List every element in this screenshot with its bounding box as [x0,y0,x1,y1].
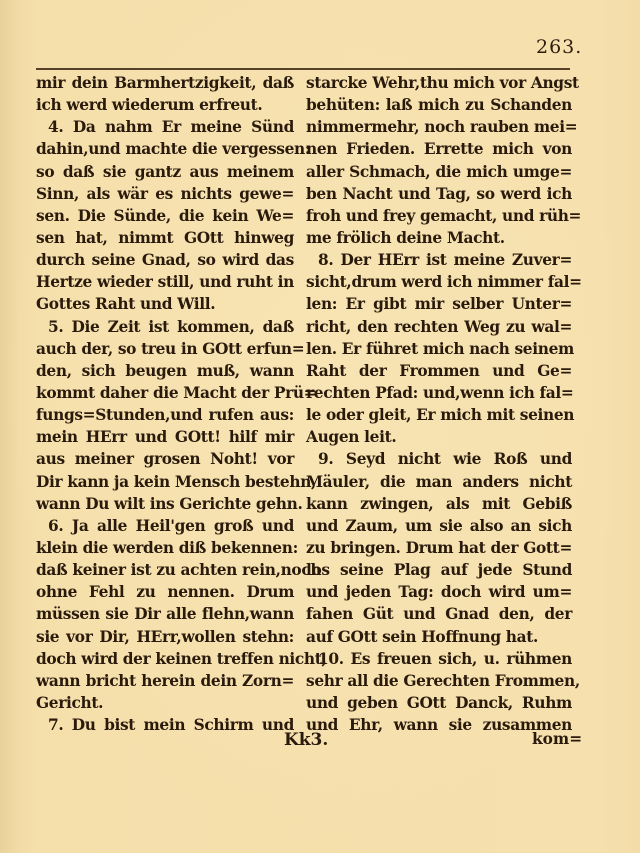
text-line: nen Frieden. Errette mich von [306,140,572,159]
text-line: und Ehr, wann sie zusammen [306,716,572,735]
text-line: auch der, so treu in GOtt erfun= [36,339,305,358]
text-line: aus meiner grosen Noht! vor [36,450,294,469]
text-line: behüten: laß mich zu Schanden [306,96,572,115]
text-line: ben Nacht und Tag, so werd ich [306,184,572,203]
text-line: sehr all die Gerechten Frommen, [306,671,580,690]
verse-start-6: 6. Ja alle Heil'gen groß und [48,516,294,535]
text-line: aller Schmach, die mich umge= [306,162,572,181]
text-line: Gericht. [36,693,104,712]
text-line: fungs=Stunden,und rufen aus: [36,406,294,425]
text-line: sen hat, nimmt GOtt hinweg [36,228,294,247]
right-column [306,72,582,736]
text-line: und Zaum, um sie also an sich [306,516,572,535]
verse-start-5: 5. Die Zeit ist kommen, daß [48,317,294,336]
text-line: Mäuler, die man anders nicht [306,472,572,491]
verse-start-4: 4. Da nahm Er meine Sünd [48,118,294,137]
text-line: den, sich beugen muß, wann [36,361,294,380]
text-line: müssen sie Dir alle flehn,wann [36,605,294,624]
text-line: durch seine Gnad, so wird das [36,251,294,270]
text-line: kann zwingen, als mit Gebiß [306,494,572,513]
verse-start-10: 10. Es freuen sich, u. rühmen [318,649,572,668]
text-line: Gottes Raht und Will. [36,295,216,314]
text-line: len: Er gibt mir selber Unter= [306,295,572,314]
text-line: so daß sie gantz aus meinem [36,162,294,181]
text-line: wann bricht herein dein Zorn= [36,671,294,690]
verse-start-8: 8. Der HErr ist meine Zuver= [318,251,572,270]
text-line: sicht,drum werd ich nimmer fal= [306,273,582,292]
text-line: wann Du wilt ins Gerichte gehn. [36,494,303,513]
text-line: daß keiner ist zu achten rein,noch [36,561,322,580]
text-line: und jeden Tag: doch wird um= [306,583,572,602]
text-line: mein HErr und GOtt! hilf mir [36,428,294,447]
text-line: Raht der Frommen und Ge= [306,361,572,380]
text-line: Sinn, als wär es nichts gewe= [36,184,294,203]
text-line: los seine Plag auf jede Stund [306,561,572,580]
text-line: zu bringen. Drum hat der Gott= [306,538,572,557]
text-line: Hertze wieder still, und ruht in [36,273,294,292]
text-line: klein die werden diß bekennen: [36,538,298,557]
text-line: sen. Die Sünde, die kein We= [36,206,294,225]
text-line: und geben GOtt Danck, Ruhm [306,693,572,712]
text-line: nimmermehr, noch rauben mei= [306,118,578,137]
text-line: auf GOtt sein Hoffnung hat. [306,627,539,646]
text-line: len. Er führet mich nach seinem [306,339,574,358]
text-line: mir dein Barmhertzigkeit, daß [36,74,294,92]
text-line: rechten Pfad: und,wenn ich fal= [306,383,574,402]
text-line: richt, den rechten Weg zu wal= [306,317,572,336]
text-line: dahin,und machte die vergessen: [36,140,311,159]
text-line: ich werd wiederum erfreut. [36,96,263,115]
page-number: 263. [536,36,583,58]
printer-signature: Kk3. [284,730,329,750]
left-column [36,72,327,736]
text-line: kommt daher die Macht der Prü= [36,383,317,402]
text-line: le oder gleit, Er mich mit seinen [306,406,575,425]
verse-start-9: 9. Seyd nicht wie Roß und [318,450,572,469]
text-line: starcke Wehr,thu mich vor Angst [306,74,579,92]
text-line: sie vor Dir, HErr,wollen stehn: [36,627,294,646]
verse-start-7: 7. Du bist mein Schirm und [48,716,294,735]
text-line: fahen Güt und Gnad den, der [306,605,572,624]
text-line: Dir kann ja kein Mensch bestehn, [36,472,317,491]
text-line: doch wird der keinen treffen nicht, [36,649,327,668]
text-line: Augen leit. [306,428,397,447]
catchword: kom= [532,730,583,748]
text-line: me frölich deine Macht. [306,228,505,247]
text-line: froh und frey gemacht, und rüh= [306,206,582,225]
text-line: ohne Fehl zu nennen. Drum [36,583,294,602]
header-rule [36,68,570,70]
